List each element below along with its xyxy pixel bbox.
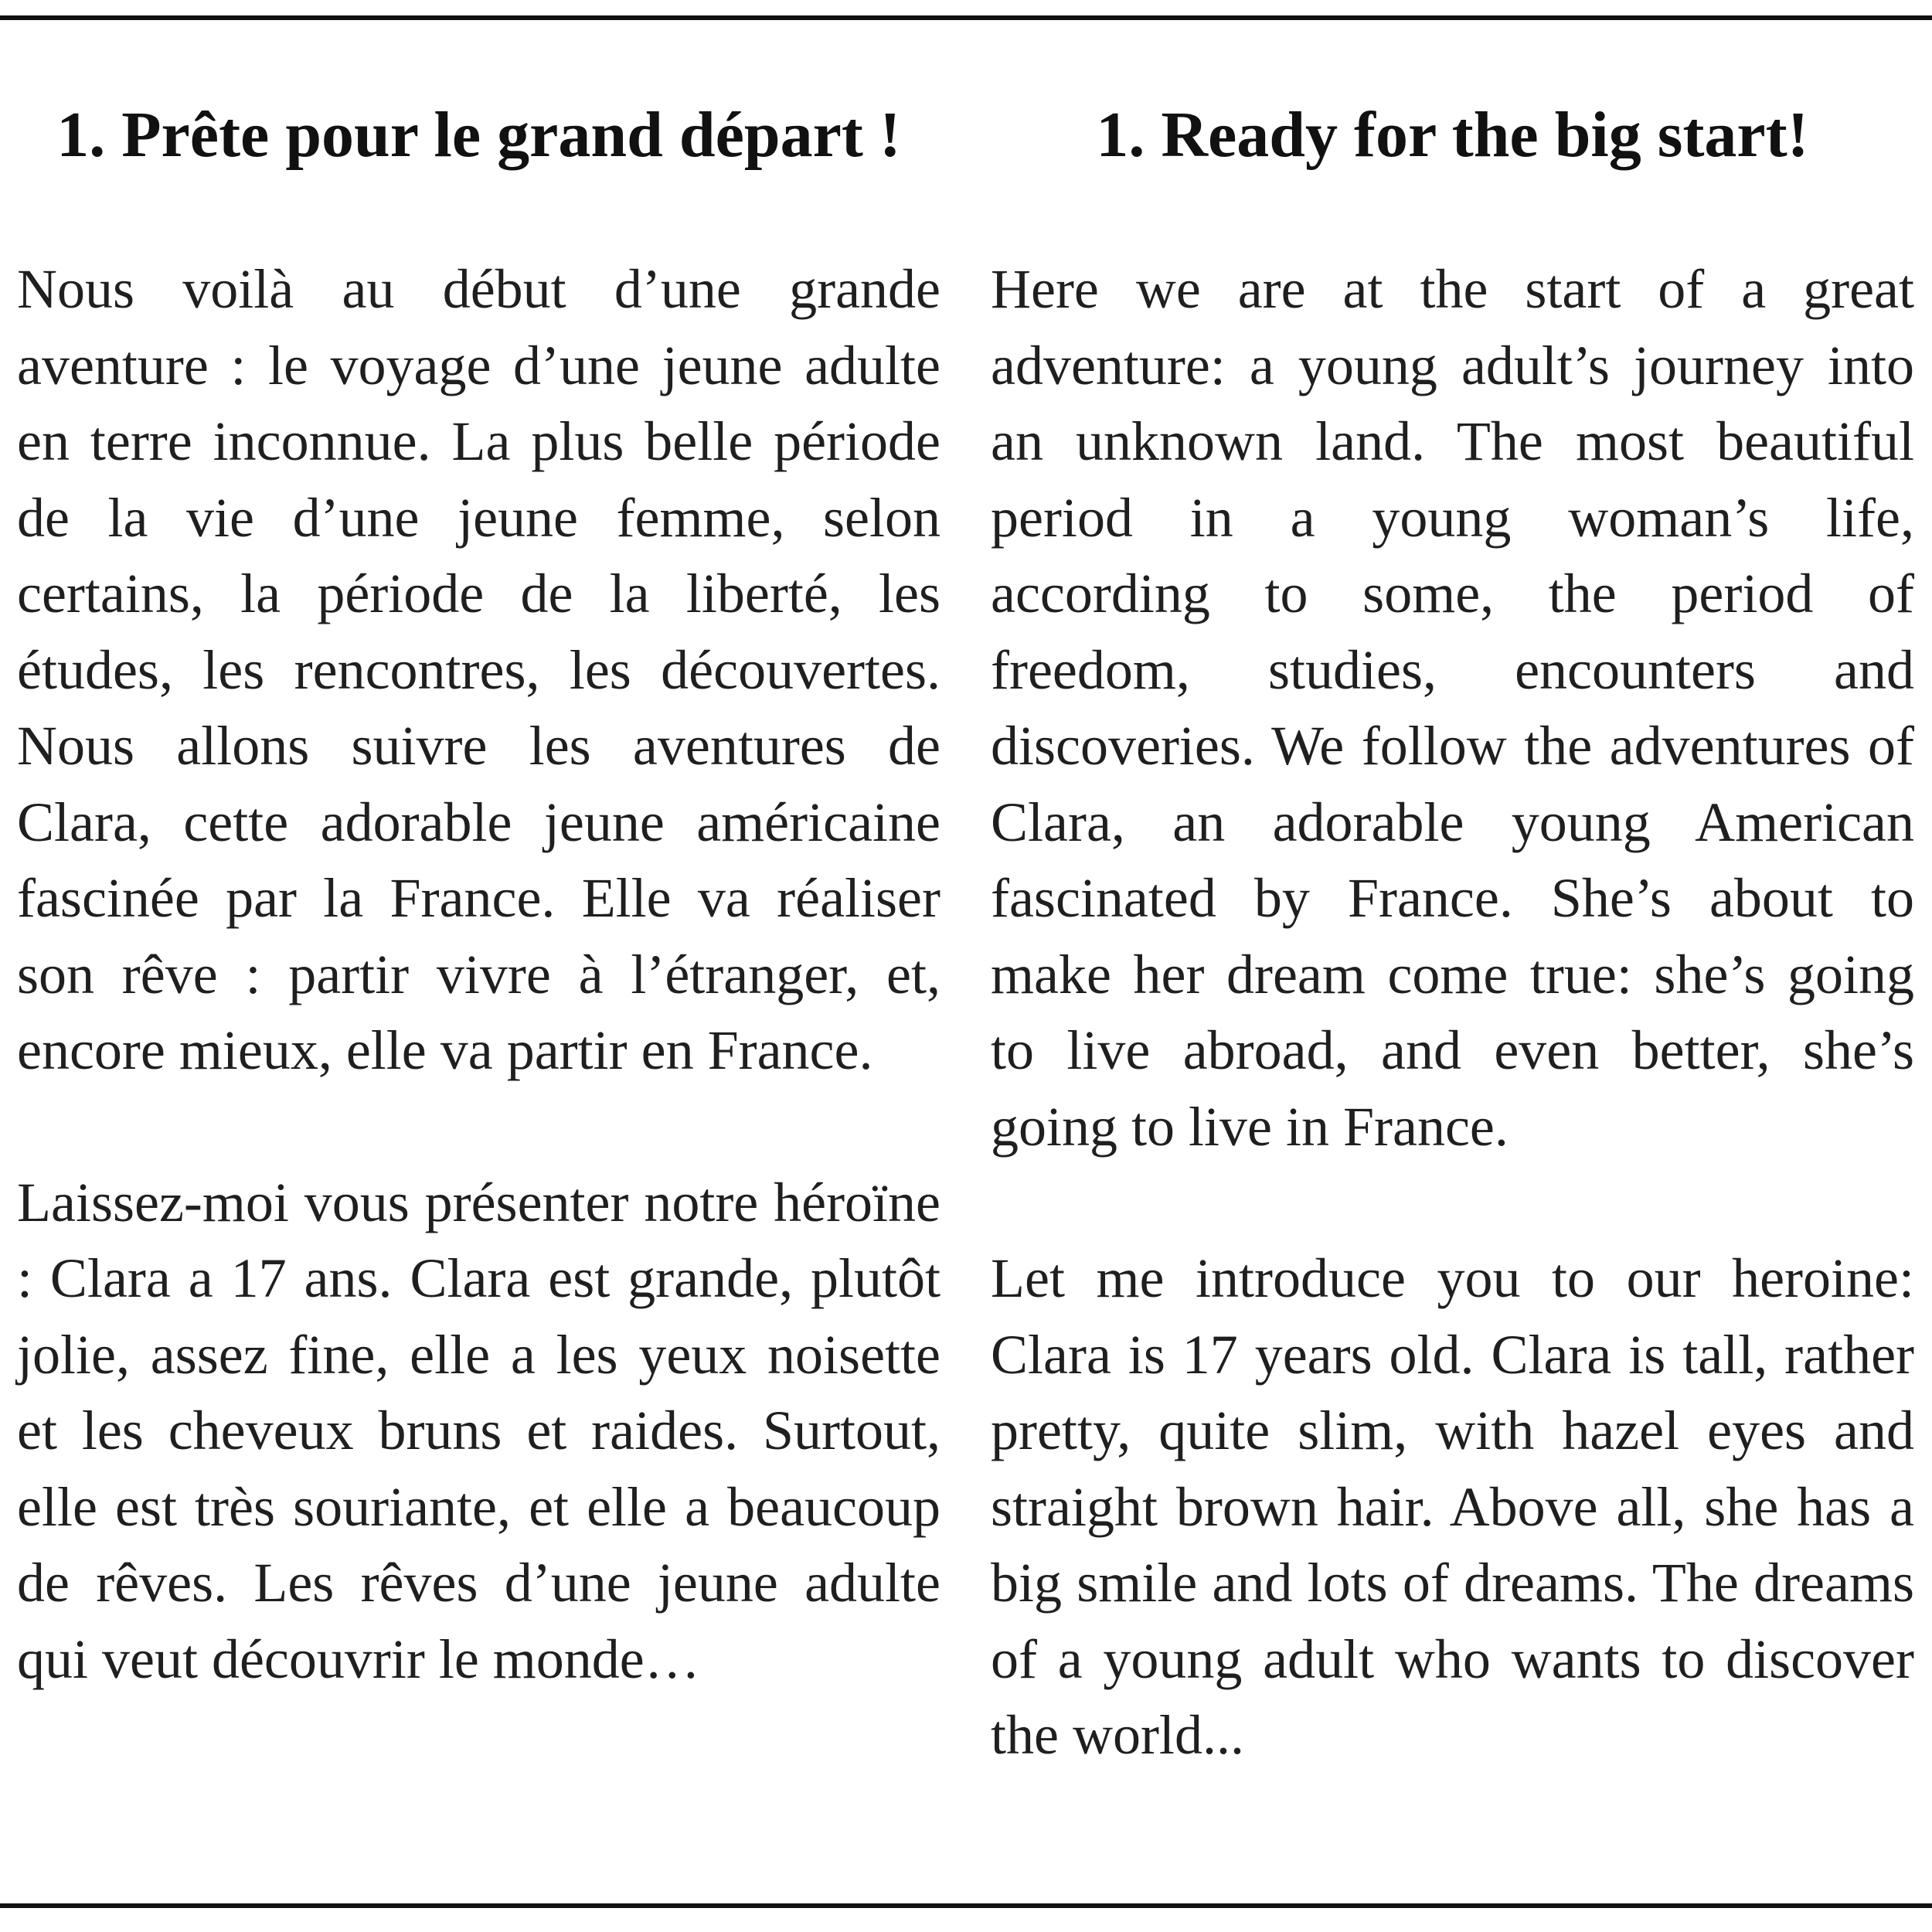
english-paragraph-1: Here we are at the start of a great adventure: a young adult’s journey into an unknown land. The most beautiful period in a young woman’s life, according to some, the period of freedom, studies, encounters and discoveries. We follow the adventures of Clara, an adorable young American fascinated by France. She’s about to make her dream come true: she’s going to live abroad, and even better, she’s going to live in France. [991, 258, 1914, 1158]
top-rule [0, 15, 1932, 20]
french-paragraph-2: Laissez-moi vous présenter notre héroïne : Clara a 17 ans. Clara est grande, plutôt jolie, assez fine, elle a les yeux noisette et les cheveux bruns et raides. Surtout, elle est très souriante, et elle a beaucoup de rêves. Les rêves d’une jeune adulte qui veut découvrir le monde… [17, 1171, 940, 1690]
bottom-rule [0, 1903, 1932, 1908]
english-paragraph-2: Let me introduce you to our heroine: Clara is 17 years old. Clara is tall, rather pretty, quite slim, with hazel eyes and straight brown hair. Above all, she has a big smile and lots of dreams. The dreams of a young adult who wants to discover the world... [991, 1247, 1914, 1766]
english-column [991, 85, 1914, 1774]
french-paragraph-1: Nous voilà au début d’une grande aventure : le voyage d’une jeune adulte en terre inconnue. La plus belle période de la vie d’une jeune femme, selon certains, la période de la liberté, les études, les rencontres, les découvertes. Nous allons suivre les aventures de Clara, cette adorable jeune américaine fascinée par la France. Elle va réaliser son rêve : partir vivre à l’étranger, et, encore mieux, elle va partir en France. [17, 258, 940, 1081]
french-column [17, 85, 940, 1697]
english-heading: 1. Ready for the big start! [1096, 99, 1809, 171]
french-heading: 1. Prête pour le grand départ ! [56, 99, 901, 171]
